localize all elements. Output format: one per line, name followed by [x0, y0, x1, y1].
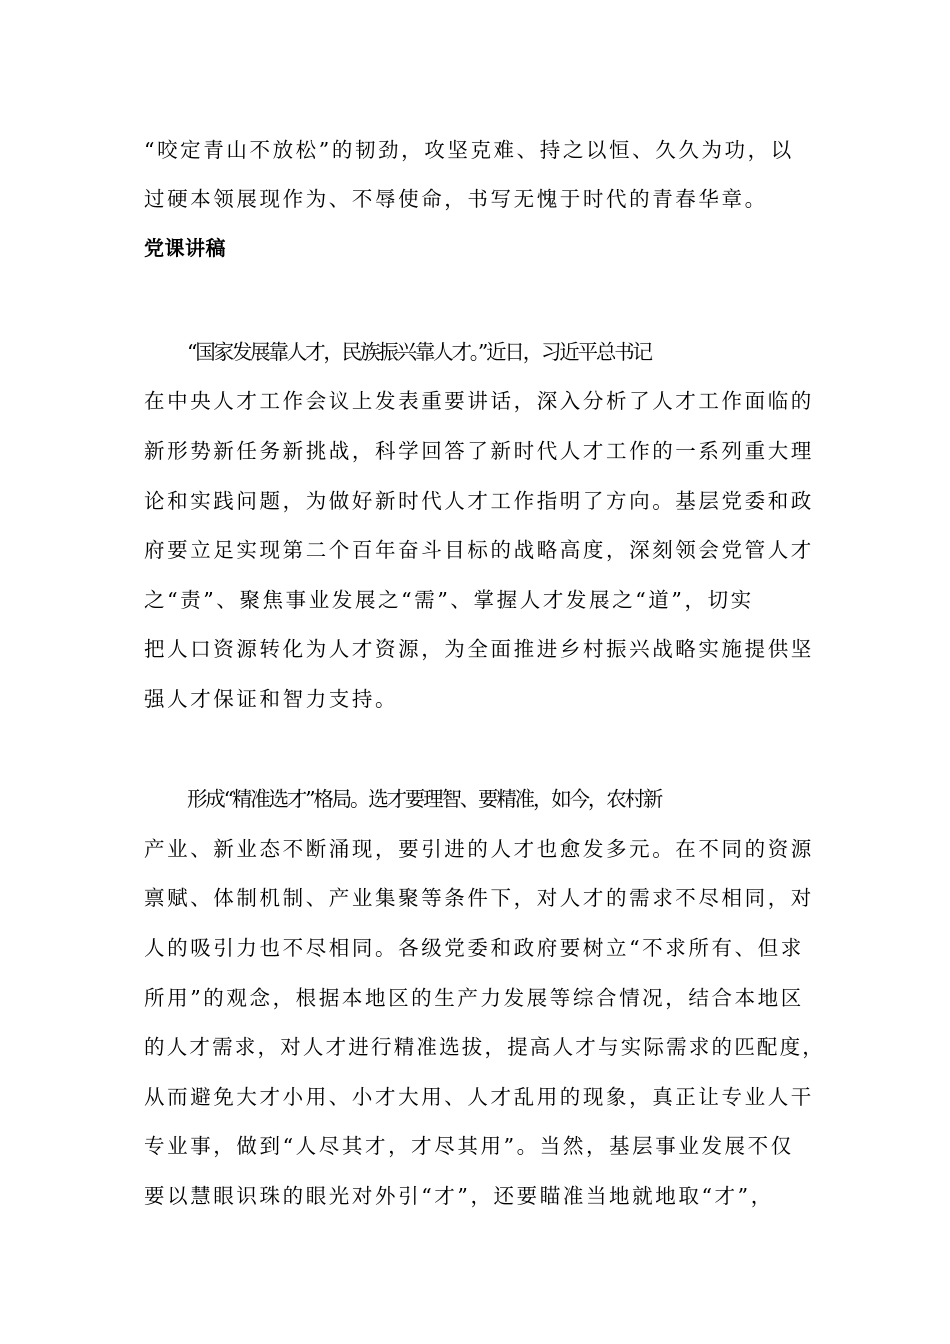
paragraph1-line-7: 把人口资源转化为人才资源，为全面推进乡村振兴战略实施提供坚 — [144, 637, 814, 661]
paragraph1-line-4: 论和实践问题，为做好新时代人才工作指明了方向。基层党委和政 — [144, 489, 814, 513]
paragraph1-line-5: 府要立足实现第二个百年奋斗目标的战略高度，深刻领会党管人才 — [144, 538, 814, 562]
paragraph1-line-6: 之“责”、聚焦事业发展之“需”、掌握人才发展之“道”，切实 — [144, 588, 754, 612]
paragraph2-line-4: 人的吸引力也不尽相同。各级党委和政府要树立“不求所有、但求 — [144, 936, 804, 960]
paragraph1-line-8: 强人才保证和智力支持。 — [144, 687, 399, 711]
paragraph1-line-1: “国家发展靠人才，民族振兴靠人才。”近日，习近平总书记 — [187, 340, 651, 364]
paragraph2-line-5: 所用”的观念，根据本地区的生产力发展等综合情况，结合本地区 — [144, 986, 804, 1010]
paragraph2-line-9: 要以慧眼识珠的眼光对外引“才”，还要瞄准当地就地取“才”， — [144, 1184, 774, 1208]
section-title: 党课讲稿 — [144, 236, 226, 260]
paragraph1-line-3: 新形势新任务新挑战，科学回答了新时代人才工作的一系列重大理 — [144, 439, 814, 463]
paragraph2-line-3: 禀赋、体制机制、产业集聚等条件下，对人才的需求不尽相同，对 — [144, 886, 814, 910]
paragraph1-line-2: 在中央人才工作会议上发表重要讲话，深入分析了人才工作面临的 — [144, 389, 814, 413]
paragraph2-line-1: 形成“精准选才”格局。选才要理智、要精准，如今，农村新 — [187, 787, 662, 811]
paragraph2-line-8: 专业事，做到“人尽其才，才尽其用”。当然，基层事业发展不仅 — [144, 1134, 794, 1158]
paragraph2-line-6: 的人才需求，对人才进行精准选拔，提高人才与实际需求的匹配度， — [144, 1035, 825, 1059]
paragraph2-line-7: 从而避免大才小用、小才大用、人才乱用的现象，真正让专业人干 — [144, 1085, 814, 1109]
intro-line-1: “咬定青山不放松”的韧劲，攻坚克难、持之以恒、久久为功，以 — [144, 138, 794, 162]
intro-line-2: 过硬本领展现作为、不辱使命，书写无愧于时代的青春华章。 — [144, 187, 768, 211]
paragraph2-line-2: 产业、新业态不断涌现，要引进的人才也愈发多元。在不同的资源 — [144, 837, 814, 861]
